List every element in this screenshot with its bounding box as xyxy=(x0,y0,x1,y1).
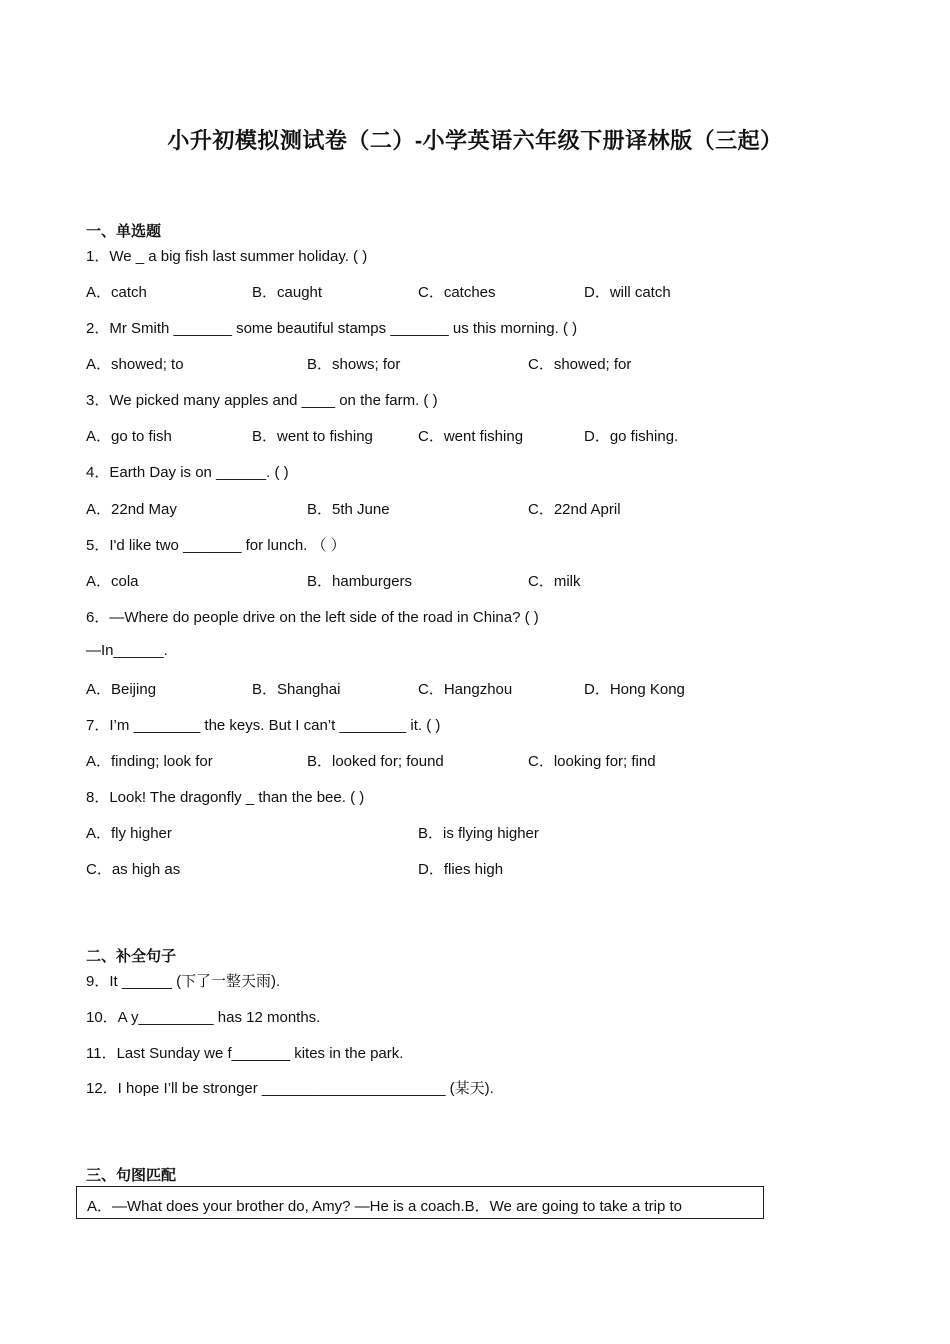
option: A．go to fish xyxy=(86,428,172,445)
section-heading-complete-sentences: 二、补全句子 xyxy=(86,948,177,965)
option: B．Shanghai xyxy=(252,681,341,698)
option: C．milk xyxy=(528,573,581,590)
option-row xyxy=(86,498,866,518)
option: B．went to fishing xyxy=(252,428,373,445)
fill-question: 9．It ______ (下了一整天雨). xyxy=(86,973,281,990)
option-row xyxy=(86,570,866,590)
option: B．5th June xyxy=(307,501,390,518)
option: A．cola xyxy=(86,573,139,590)
option: C．looking for; find xyxy=(528,753,656,770)
option: A．fly higher xyxy=(86,825,172,842)
fill-question: 11．Last Sunday we f_______ kites in the park. xyxy=(86,1045,404,1062)
question-stem: 5．I'd like two _______ for lunch. （ ） xyxy=(86,537,346,554)
question-stem: 6．—Where do people drive on the left side of the road in China? ( ) xyxy=(86,609,539,626)
match-options-box: A．—What does your brother do, Amy? —He is a coach.B．We are going to take a trip to xyxy=(76,1186,764,1219)
question-stem: 4．Earth Day is on ______. ( ) xyxy=(86,464,289,481)
option-row xyxy=(86,353,866,373)
question-stem: 8．Look! The dragonfly _ than the bee. ( ) xyxy=(86,789,365,806)
option: D．will catch xyxy=(584,284,671,301)
option: C．Hangzhou xyxy=(418,681,513,698)
option-row xyxy=(86,822,866,842)
option-row xyxy=(86,750,866,770)
option-row xyxy=(86,281,866,301)
option: C．as high as xyxy=(86,861,181,878)
option: B．caught xyxy=(252,284,323,301)
section-heading-sentence-picture-match: 三、句图匹配 xyxy=(86,1167,177,1184)
option: A．22nd May xyxy=(86,501,177,518)
question-stem: 3．We picked many apples and ____ on the farm. ( ) xyxy=(86,392,438,409)
option: C．went fishing xyxy=(418,428,524,445)
question-stem: 2．Mr Smith _______ some beautiful stamps _______ us this morning. ( ) xyxy=(86,320,578,337)
option: B．is flying higher xyxy=(418,825,539,842)
option: B．hamburgers xyxy=(307,573,413,590)
page-title: 小升初模拟测试卷（二）-小学英语六年级下册译林版（三起） xyxy=(167,128,783,153)
question-stem-continued: —In______. xyxy=(86,642,168,659)
option: B．shows; for xyxy=(307,356,401,373)
section-heading-single-choice: 一、单选题 xyxy=(86,223,162,240)
option: D．go fishing. xyxy=(584,428,679,445)
question-stem: 1．We _ a big fish last summer holiday. ( ) xyxy=(86,248,368,265)
option: C．showed; for xyxy=(528,356,632,373)
option: D．Hong Kong xyxy=(584,681,685,698)
option-row xyxy=(86,425,866,445)
option: C．22nd April xyxy=(528,501,621,518)
option: A．showed; to xyxy=(86,356,184,373)
option: A．finding; look for xyxy=(86,753,213,770)
option: B．looked for; found xyxy=(307,753,444,770)
option-row xyxy=(86,858,866,878)
option: A．Beijing xyxy=(86,681,157,698)
option: A．catch xyxy=(86,284,147,301)
fill-question: 12．I hope I’ll be stronger ______________________ (某天). xyxy=(86,1080,494,1097)
question-stem: 7．I’m ________ the keys. But I can’t ________ it. ( ) xyxy=(86,717,441,734)
option-row xyxy=(86,678,866,698)
option: C．catches xyxy=(418,284,496,301)
option: D．flies high xyxy=(418,861,504,878)
fill-question: 10．A y_________ has 12 months. xyxy=(86,1009,321,1026)
